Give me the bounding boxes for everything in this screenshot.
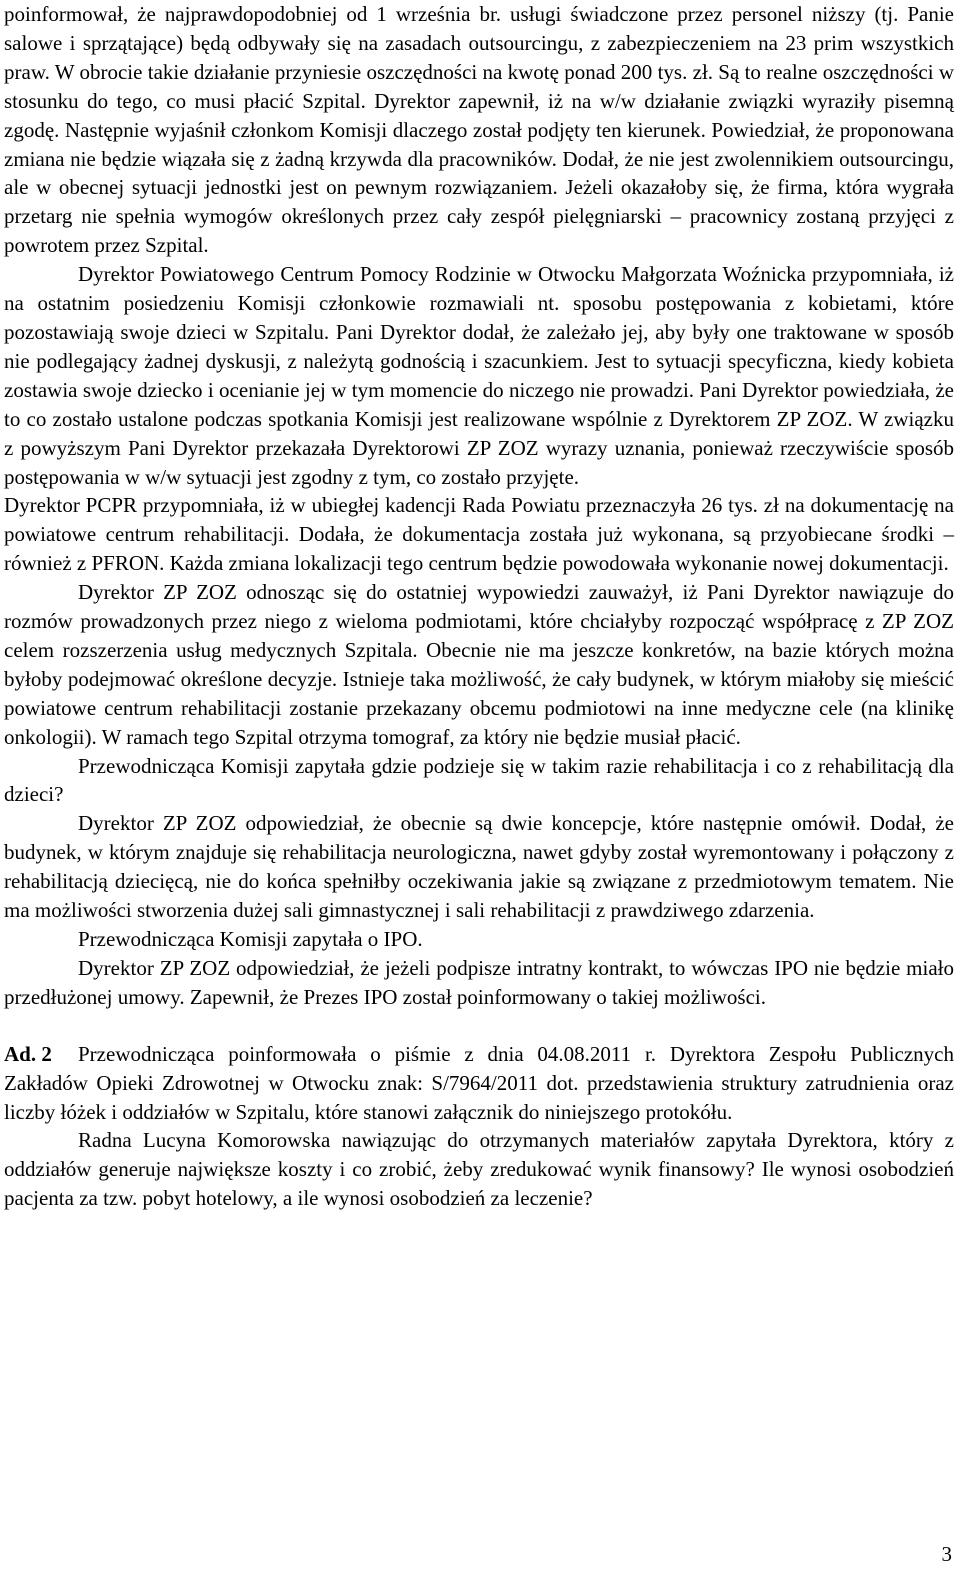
section-heading: Ad. 2 <box>4 1041 52 1066</box>
page-number: 3 <box>941 1542 952 1566</box>
document-page <box>4 0 954 1213</box>
paragraph-komorowska-question: Radna Lucyna Komorowska nawiązując do otrzymanych materiałów zapytała Dyrektora, który z oddziałów generuje największe koszty i co zrobić, żeby zredukować wynik finansowy? Ile wynosi osobodzień pacjenta za tzw. pobyt hotelowy, a ile wynosi osobodzień za leczenie? <box>4 1128 954 1211</box>
paragraph-rehabilitation-documentation: Dyrektor PCPR przypomniała, iż w ubiegłej kadencji Rada Powiatu przeznaczyła 26 tys. zł na dokumentację na powiatowe centrum rehabilitacji. Dodała, że dokumentacja została już wykonana, są przyobiecane środki – również z PFRON. Każda zmiana lokalizacji tego centrum będzie powodowała wykonanie nowej dokumentacji. <box>4 493 954 576</box>
paragraph-chair-question-ipo: Przewodnicząca Komisji zapytała o IPO. <box>78 927 423 951</box>
paragraph-zpzoz-response: Dyrektor ZP ZOZ odnosząc się do ostatniej wypowiedzi zauważył, iż Pani Dyrektor nawiązuje do rozmów prowadzonych przez niego z wieloma podmiotami, które chciałyby rozpocząć współpracę z ZP ZOZ celem rozszerzenia usług medycznych Szpitala. Obecnie nie ma jeszcze konkretów, na bazie których można byłoby podejmować określone decyzje. Istnieje taka możliwość, że cały budynek, w którym miałoby się mieścić powiatowe centrum rehabilitacji zostanie przekazany obcemu podmiotowi na inne medyczne cele (na klinikę onkologii). W ramach tego Szpital otrzyma tomograf, za który nie będzie musiał płacić. <box>4 580 954 749</box>
paragraph-two-concepts: Dyrektor ZP ZOZ odpowiedział, że obecnie są dwie koncepcje, które następnie omówił. Dodał, że budynek, w którym znajduje się rehabilitacja neurologiczna, nawet gdyby został wyremontowany i połączony z rehabilitacją dziecięcą, nie do końca spełniłby oczekiwania jakie są związane z przedmiotowym tematem. Nie ma możliwości stworzenia dużej sali gimnastycznej i sali rehabilitacji z prawdziwego zdarzenia. <box>4 811 954 923</box>
paragraph-pcpr-director: Dyrektor Powiatowego Centrum Pomocy Rodzinie w Otwocku Małgorzata Woźnicka przypomniała, iż na ostatnim posiedzeniu Komisji członkowie rozmawiali nt. sposobu postępowania z kobietami, które pozostawiają swoje dzieci w Szpitalu. Pani Dyrektor dodał, że zależało jej, aby były one traktowane w sposób nie podlegający żadnej dyskusji, z należytą godnością i szacunkiem. Jest to sytuacji specyficzna, kiedy kobieta zostawia swoje dziecko i ocenianie jej w tym momencie do niczego nie prowadzi. Pani Dyrektor powiedziała, że to co zostało ustalone podczas spotkania Komisji jest realizowane wspólnie z Dyrektorem ZP ZOZ. W związku z powyższym Pani Dyrektor przekazała Dyrektorowi ZP ZOZ wyrazy uznania, ponieważ rzeczywiście sposób postępowania w w/w sytuacji jest zgodny z tym, co zostało przyjęte. <box>4 262 954 489</box>
paragraph-chair-question-rehab: Przewodnicząca Komisji zapytała gdzie podzieje się w takim razie rehabilitacja i co z rehabilitacją dla dzieci? <box>4 753 954 807</box>
paragraph-ipo-answer: Dyrektor ZP ZOZ odpowiedział, że jeżeli podpisze intratny kontrakt, to wówczas IPO nie będzie miało przedłużonej umowy. Zapewnił, że Prezes IPO został poinformowany o takiej możliwości. <box>4 955 954 1009</box>
section-ad-2 <box>4 1040 954 1213</box>
paragraph-outsourcing: poinformował, że najprawdopodobniej od 1 września br. usługi świadczone przez personel niższy (tj. Panie salowe i sprzątające) będą odbywały się na zasadach outsourcingu, z zabezpieczeniem na 23 prim wszystkich praw. W obrocie takie działanie przyniesie oszczędności na kwotę ponad 200 tys. zł. Są to realne oszczędności w stosunku do tego, co musi płacić Szpital. Dyrektor zapewnił, iż na w/w działanie związki wyraziły pisemną zgodę. Następnie wyjaśnił członkom Komisji dlaczego został podjęty ten kierunek. Powiedział, że proponowana zmiana nie będzie wiązała się z żadną krzywda dla pracowników. Dodał, że nie jest zwolennikiem outsourcingu, ale w obecnej sytuacji jednostki jest on pewnym rozwiązaniem. Jeżeli okazałoby się, że firma, która wygrała przetarg nie spełnia wymogów określonych przez cały zespół pielęgniarski – pracownicy zostaną przyjęci z powrotem przez Szpital. <box>4 2 954 258</box>
paragraph-letter-info: Przewodnicząca poinformowała o piśmie z dnia 04.08.2011 r. Dyrektora Zespołu Publicznych Zakładów Opieki Zdrowotnej w Otwocku znak: S/7964/2011 dot. przedstawienia struktury zatrudnienia oraz liczby łóżek i oddziałów w Szpitalu, które stanowi załącznik do niniejszego protokółu. <box>4 1041 954 1124</box>
